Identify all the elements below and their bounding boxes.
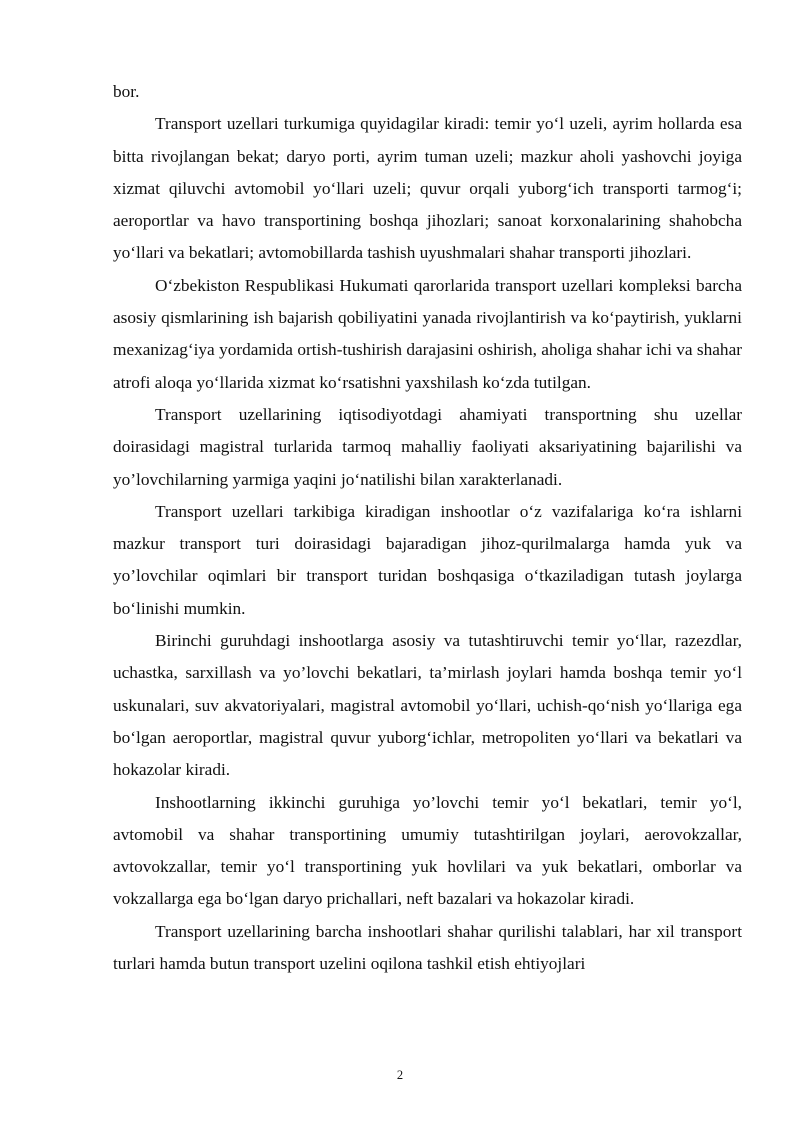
paragraph-transport-node-types: Transport uzellari turkumiga quyidagilar kiradi: temir yo‘l uzeli, ayrim hollarda esa bitta rivojlangan bekat; daryo porti, ayrim tuman uzeli; mazkur aholi yashovchi joyiga xizmat qiluvchi avtomobil yo‘llari uzeli; quvur orqali yuborg‘ich transporti tarmog‘i; aeroportlar va havo transportining boshqa jihozlari; sanoat korxonalarining shahobcha yo‘llari va bekatlari; avtomobillarda tashish uyushmalari shahar transporti jihozlari. [113,114,742,263]
paragraph-second-group: Inshootlarning ikkinchi guruhiga yo’lovchi temir yo‘l bekatlari, temir yo‘l, avtomobil va shahar transportining umumiy tutashtirilgan joylari, aerovokzallar, avtovokzallar, temir yo‘l transportining yuk hovlilari va yuk bekatlari, omborlar va vokzallarga ega bo‘lgan daryo prichallari, neft bazalari va hokazolar kiradi. [113,792,742,909]
paragraph-continuation: bor. [113,82,140,101]
paragraph-first-group: Birinchi guruhdagi inshootlarga asosiy va tutashtiruvchi temir yo‘llar, razezdlar, uchastka, sarxillash va yo’lovchi bekatlari, ta’mirlash joylari hamda boshqa temir yo‘l uskunalari, suv akvatoriyalari, magistral avtomobil yo‘llari, uchish-qo‘nish yo‘llariga ega bo‘lgan aeroportlar, magistral quvur yuborg‘ichlar, metropoliten yo‘llari va bekatlari va hokazolar kiradi. [113,631,742,780]
page-body [113,76,742,980]
paragraph-facility-groups: Transport uzellari tarkibiga kiradigan inshootlar o‘z vazifalariga ko‘ra ishlarni mazkur transport turi doirasidagi bajaradigan jihoz-qurilmalarga hamda yuk va yo’lovchilar oqimlari bir transport turidan boshqasiga o‘tkaziladigan tutash joylarga bo‘linishi mumkin. [113,501,742,618]
paragraph-urban-requirements: Transport uzellarining barcha inshootlari shahar qurilishi talablari, har xil transport turlari hamda butun transport uzelini oqilona tashkil etish ehtiyojlari [113,921,742,974]
paragraph-economic-significance: Transport uzellarining iqtisodiyotdagi ahamiyati transportning shu uzellar doirasidagi magistral turlarida tarmoq mahalliy faoliyati aksariyatining bajarilishi va yo’lovchilarning yarmiga yaqini jo‘natilishi bilan xarakterlanadi. [113,404,742,489]
paragraph-government-decisions: O‘zbekiston Respublikasi Hukumati qarorlarida transport uzellari kompleksi barcha asosiy qismlarining ish bajarish qobiliyatini yanada rivojlantirish va ko‘paytirish, yuklarni mexanizag‘iya yordamida ortish-tushirish darajasini oshirish, aholiga shahar ichi va shahar atrofi aloqa yo‘llarida xizmat ko‘rsatishni yaxshilash ko‘zda tutilgan. [113,275,742,392]
page-number: 2 [396,1068,404,1082]
